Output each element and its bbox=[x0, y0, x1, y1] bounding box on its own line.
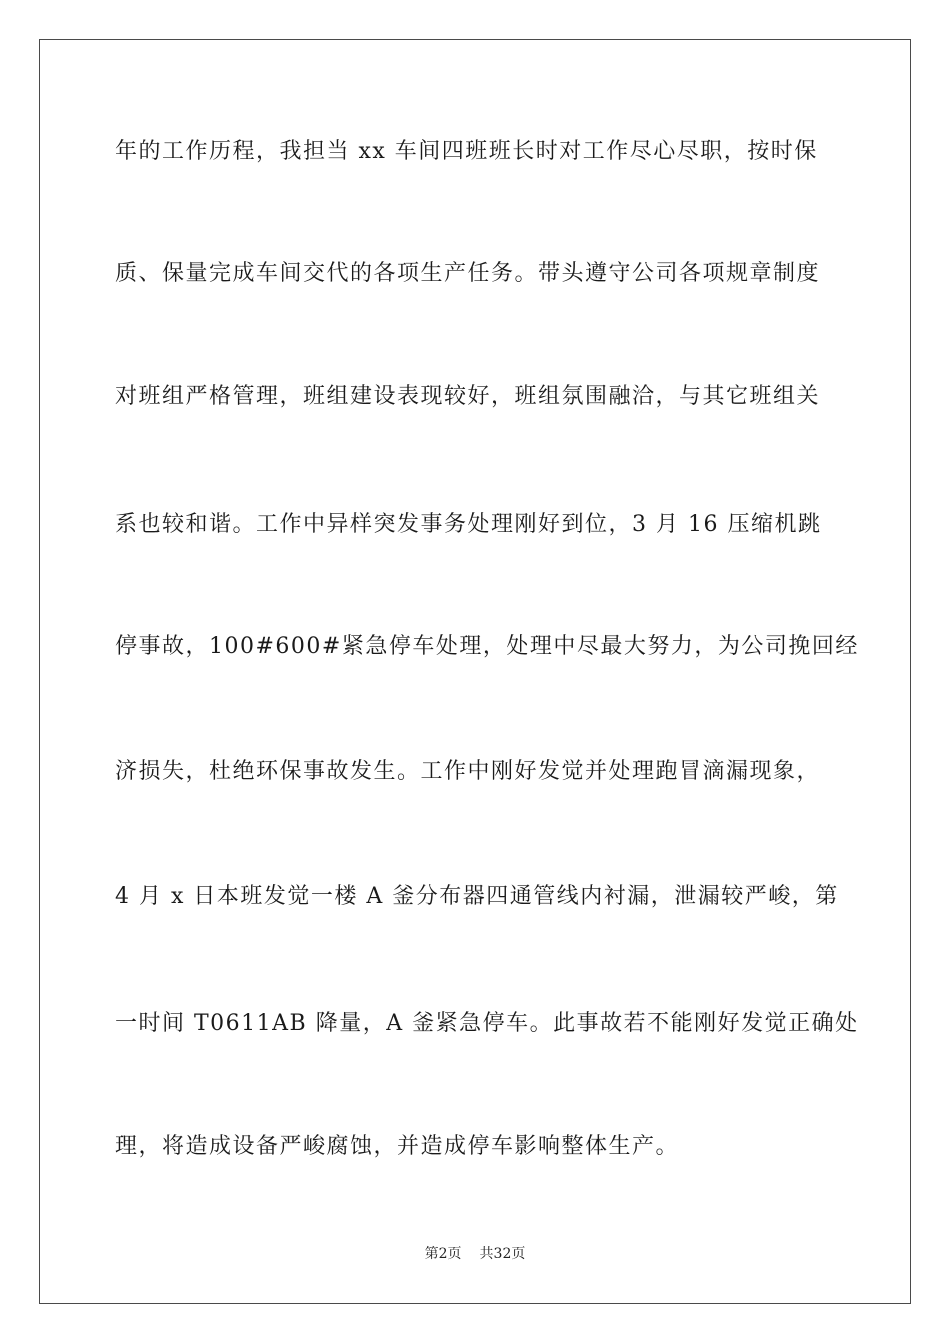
text-line: 停事故，100#600#紧急停车处理，处理中尽最大努力，为公司挽回经 bbox=[115, 634, 859, 659]
text-line: 济损失，杜绝环保事故发生。工作中刚好发觉并处理跑冒滴漏现象， bbox=[115, 759, 821, 784]
text-line: 年的工作历程，我担当 xx 车间四班班长时对工作尽心尽职，按时保 bbox=[115, 139, 818, 164]
page-footer bbox=[0, 1244, 950, 1264]
text-line: 系也较和谐。工作中异样突发事务处理刚好到位，3 月 16 压缩机跳 bbox=[115, 512, 822, 537]
text-line: 质、保量完成车间交代的各项生产任务。带头遵守公司各项规章制度 bbox=[115, 261, 821, 286]
text-line: 4 月 x 日本班发觉一楼 A 釜分布器四通管线内衬漏，泄漏较严峻，第 bbox=[115, 884, 839, 909]
page-total: 共32页 bbox=[479, 1246, 526, 1262]
page-border bbox=[39, 39, 911, 1304]
text-line: 一时间 T0611AB 降量，A 釜紧急停车。此事故若不能刚好发觉正确处 bbox=[115, 1011, 859, 1036]
text-line: 理，将造成设备严峻腐蚀，并造成停车影响整体生产。 bbox=[115, 1134, 680, 1159]
page-number: 第2页 bbox=[424, 1246, 462, 1262]
text-line: 对班组严格管理，班组建设表现较好，班组氛围融洽，与其它班组关 bbox=[115, 384, 821, 409]
